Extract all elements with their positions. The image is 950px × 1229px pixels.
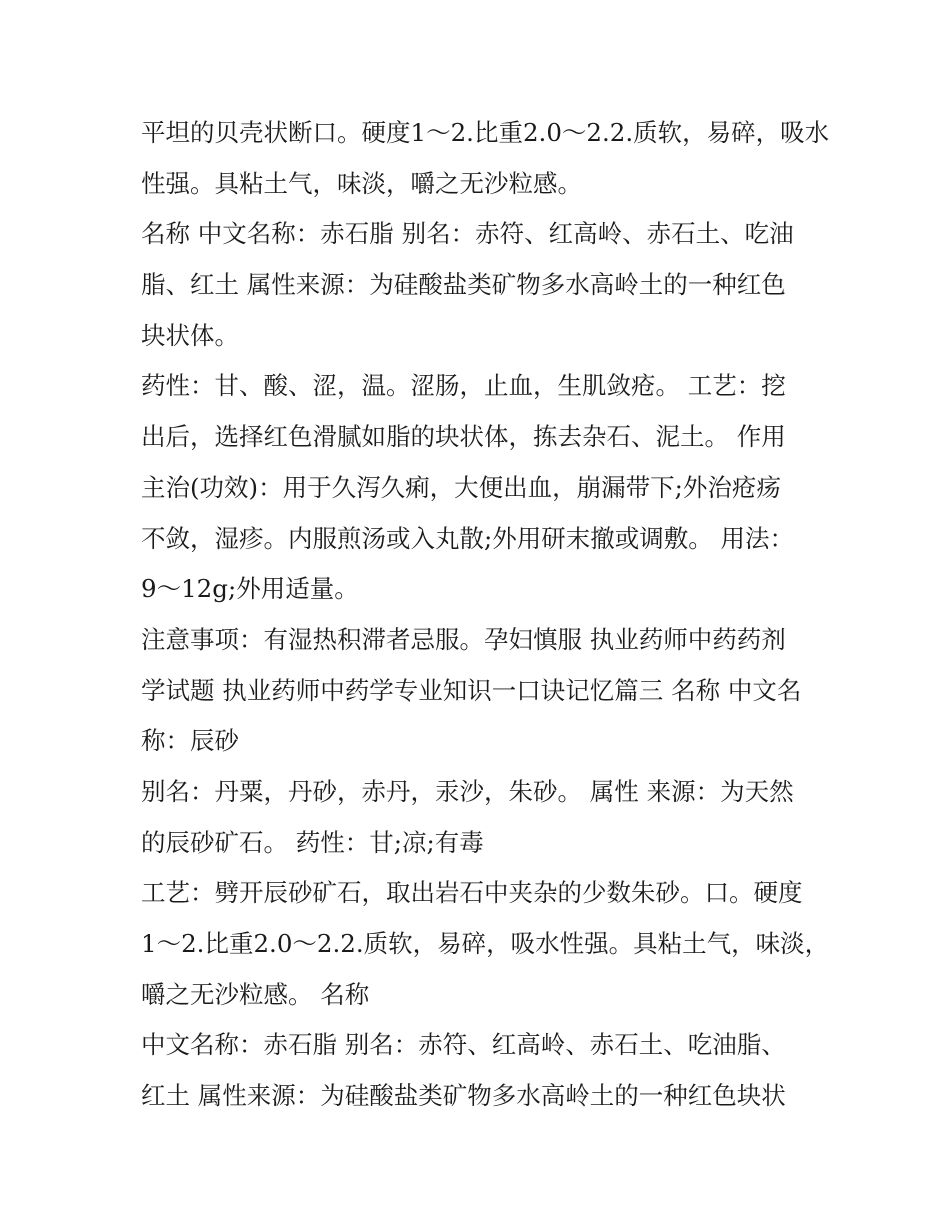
text-line: 名称 中文名称：赤石脂 别名：赤符、红高岭、赤石土、吃油 (141, 219, 794, 249)
text-line: 红土 属性来源：为硅酸盐类矿物多水高岭土的一种红色块状 (141, 1081, 786, 1111)
text-line: 中文名称：赤石脂 别名：赤符、红高岭、赤石土、吃油脂、 (141, 1030, 786, 1060)
text-line: 药性：甘、酸、涩，温。涩肠，止血，生肌敛疮。 工艺：挖 (141, 371, 786, 401)
document-body (141, 108, 830, 1122)
text-line: 主治(功效)：用于久泻久痢，大便出血，崩漏带下;外治疮疡 (141, 472, 781, 502)
text-line: 块状体。 (141, 320, 239, 350)
text-line: 的辰砂矿石。 药性：甘;凉;有毒 (141, 827, 484, 857)
text-line: 别名：丹粟，丹砂，赤丹，汞沙，朱砂。 属性 来源：为天然 (141, 776, 794, 806)
text-line: 脂、红土 属性来源：为硅酸盐类矿物多水高岭土的一种红色 (141, 270, 786, 300)
text-line: 出后，选择红色滑腻如脂的块状体，拣去杂石、泥土。 作用 (141, 422, 786, 452)
text-line: 9～12g;外用适量。 (141, 574, 359, 604)
text-line: 1～2.比重2.0～2.2.质软，易碎，吸水性强。具粘土气，味淡， (141, 929, 830, 958)
text-line: 性强。具粘土气，味淡，嚼之无沙粒感。 (141, 168, 582, 198)
text-line: 工艺：劈开辰砂矿石，取出岩石中夹杂的少数朱砂。口。硬度 (141, 878, 803, 908)
text-line: 平坦的贝壳状断口。硬度1～2.比重2.0～2.2.质软，易碎，吸水 (141, 118, 830, 147)
text-line: 不敛，湿疹。内服煎汤或入丸散;外用研末撤或调敷。 用法： (141, 523, 795, 553)
text-line: 称：辰砂 (141, 726, 239, 756)
text-line: 嚼之无沙粒感。 名称 (141, 979, 370, 1009)
text-line: 注意事项：有湿热积滞者忌服。孕妇慎服 执业药师中药药剂 (141, 624, 786, 654)
text-line: 学试题 执业药师中药学专业知识一口诀记忆篇三 名称 中文名 (141, 675, 802, 705)
